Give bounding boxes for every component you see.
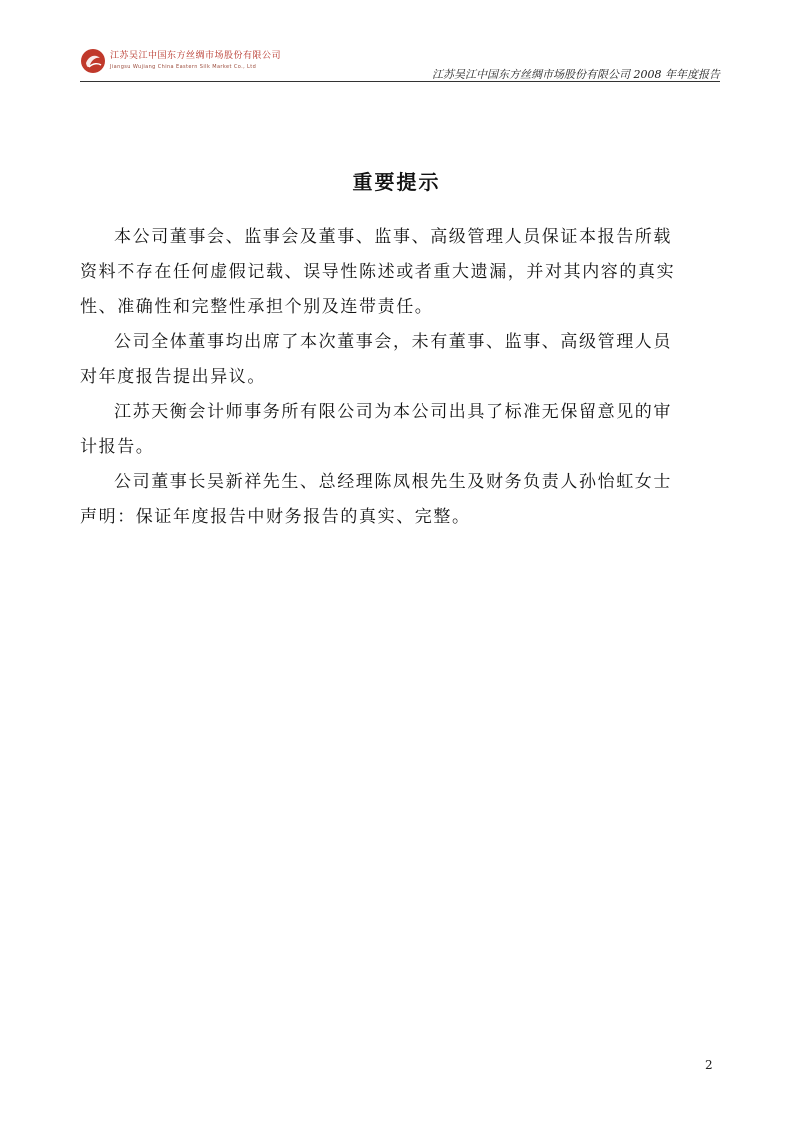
silk-logo-icon xyxy=(80,48,106,74)
notice-paragraph xyxy=(80,395,716,465)
logo-chinese-name: 江苏吴江中国东方丝绸市场股份有限公司 xyxy=(110,51,282,61)
notice-paragraph xyxy=(80,220,716,325)
text-line: 江苏天衡会计师事务所有限公司为本公司出具了标准无保留意见的审 xyxy=(114,402,672,422)
text-line: 公司全体董事均出席了本次董事会，未有董事、监事、高级管理人员 xyxy=(114,332,672,352)
text-line: 资料不存在任何虚假记载、误导性陈述或者重大遗漏，并对其内容的真实 xyxy=(80,262,676,282)
text-line: 本公司董事会、监事会及董事、监事、高级管理人员保证本报告所载 xyxy=(114,227,672,247)
notice-paragraph xyxy=(80,465,716,535)
text-line: 计报告。 xyxy=(80,437,155,457)
section-title: 重要提示 xyxy=(352,170,441,194)
report-header-title: 江苏吴江中国东方丝绸市场股份有限公司 2008 年年度报告 xyxy=(432,68,720,81)
company-logo xyxy=(80,48,280,78)
notice-paragraph xyxy=(80,325,716,395)
text-line: 公司董事长吴新祥先生、总经理陈凤根先生及财务负责人孙怡虹女士 xyxy=(114,472,672,492)
text-line: 对年度报告提出异议。 xyxy=(80,367,266,387)
header-divider xyxy=(80,81,720,82)
notice-body xyxy=(80,220,716,535)
page-header xyxy=(80,44,720,82)
logo-english-name: Jiangsu Wujiang China Eastern Silk Market Co., Ltd xyxy=(110,64,257,70)
text-line: 声明：保证年度报告中财务报告的真实、完整。 xyxy=(80,507,471,527)
page-number: 2 xyxy=(705,1058,713,1072)
text-line: 性、准确性和完整性承担个别及连带责任。 xyxy=(80,297,434,317)
